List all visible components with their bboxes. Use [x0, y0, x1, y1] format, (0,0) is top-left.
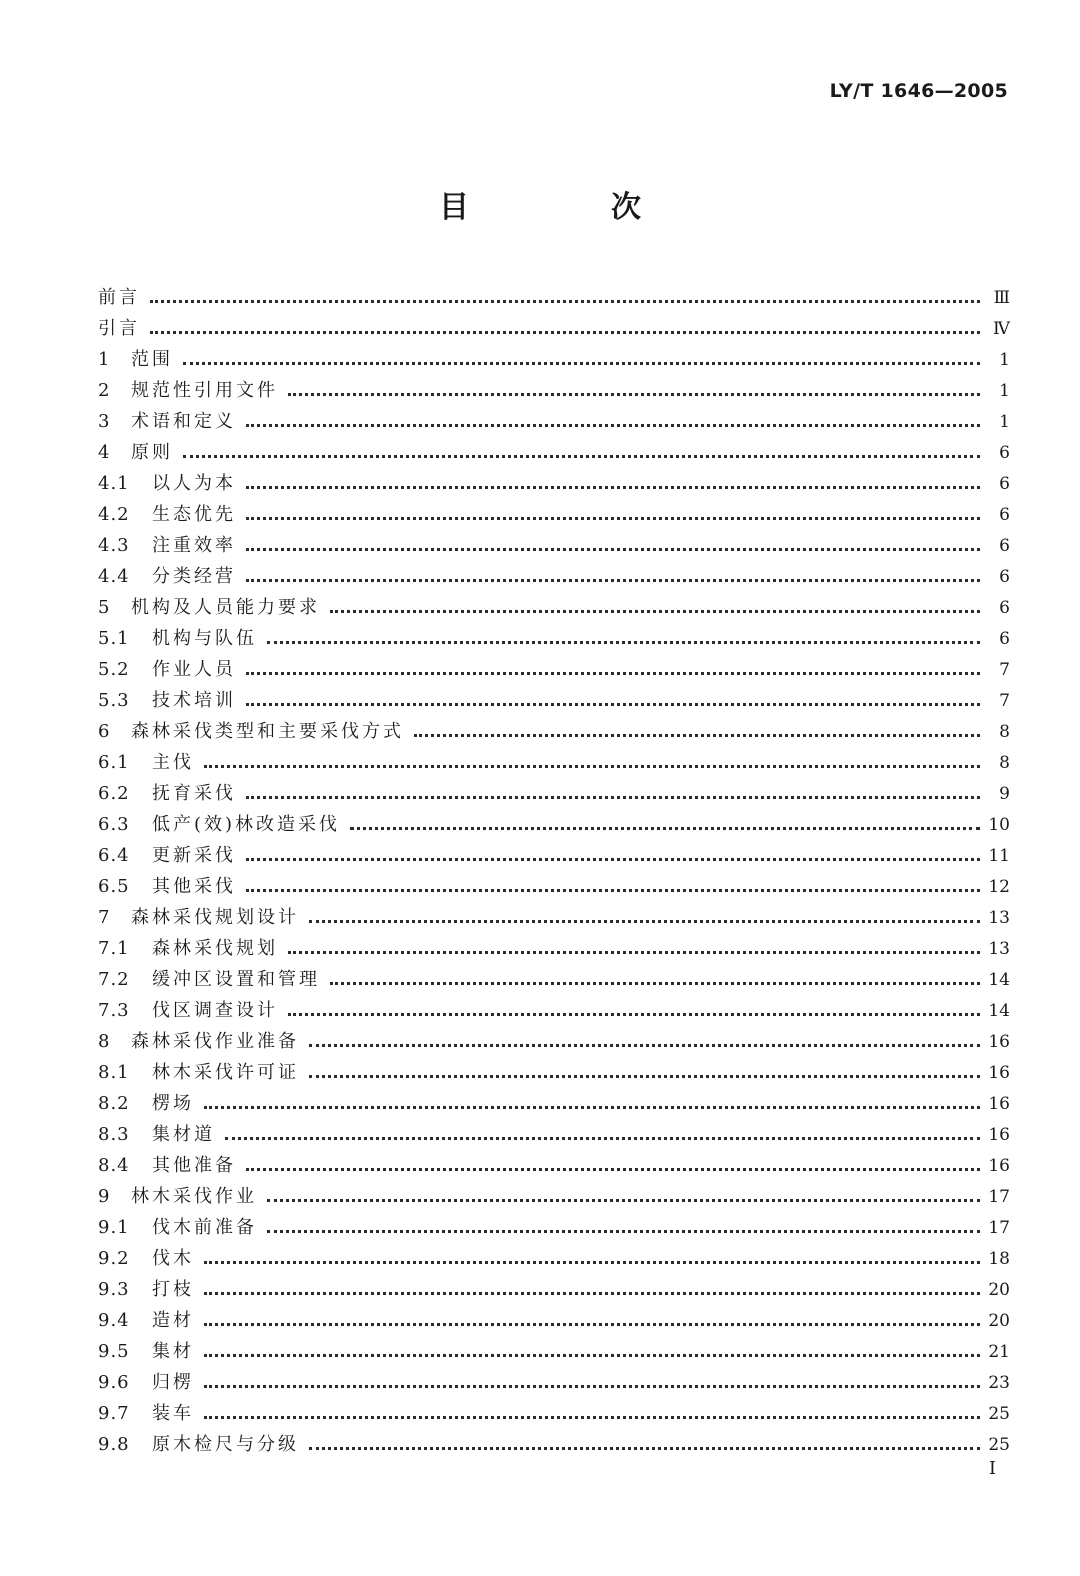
toc-section-number: 4.4 — [98, 566, 130, 587]
dot-leader — [267, 641, 980, 644]
toc-page-number: 8 — [999, 753, 1010, 773]
dot-leader — [288, 951, 980, 954]
toc-entry — [98, 964, 1010, 995]
toc-page-number: 12 — [988, 877, 1010, 897]
toc-page-number: 6 — [999, 598, 1010, 618]
dot-leader — [309, 920, 980, 923]
toc-section-number: 7.3 — [98, 1000, 130, 1021]
toc-section-number: 9.4 — [98, 1310, 130, 1331]
toc-section-number: 6.5 — [98, 876, 130, 897]
dot-leader — [350, 827, 980, 830]
toc-section-title: 术语和定义 — [131, 411, 236, 432]
toc-section-title: 机构与队伍 — [152, 628, 257, 649]
toc-page-number: 6 — [999, 536, 1010, 556]
toc-section-title: 机构及人员能力要求 — [131, 597, 320, 618]
toc-entry — [98, 1119, 1010, 1150]
toc-page-number: 16 — [988, 1032, 1010, 1052]
toc-section-number: 8.4 — [98, 1155, 130, 1176]
toc-section-title: 作业人员 — [152, 659, 236, 680]
toc-page-number: 6 — [999, 443, 1010, 463]
toc-section-number: 6.3 — [98, 814, 130, 835]
toc-section-title: 引言 — [98, 318, 140, 339]
toc-section-number: 8.2 — [98, 1093, 130, 1114]
toc-section-number: 6.1 — [98, 752, 130, 773]
toc-entry — [98, 344, 1010, 375]
toc-entry — [98, 995, 1010, 1026]
toc-section-number: 8.1 — [98, 1062, 130, 1083]
toc-page-number: 10 — [988, 815, 1010, 835]
toc-section-number: 9.8 — [98, 1434, 130, 1455]
toc-section-title: 森林采伐作业准备 — [131, 1031, 299, 1052]
toc-section-number: 5 — [98, 597, 111, 618]
toc-page-number: 25 — [988, 1404, 1010, 1424]
toc-page-number: 6 — [999, 474, 1010, 494]
toc-page-number: 13 — [988, 908, 1010, 928]
dot-leader — [246, 672, 980, 675]
dot-leader — [246, 517, 980, 520]
toc-section-title: 前言 — [98, 287, 140, 308]
toc-page-number: 23 — [988, 1373, 1010, 1393]
page-number: Ⅰ — [988, 1458, 996, 1479]
toc-section-number: 6 — [98, 721, 111, 742]
dot-leader — [204, 1416, 980, 1419]
toc-entry — [98, 499, 1010, 530]
dot-leader — [183, 455, 980, 458]
toc-section-title: 森林采伐规划 — [152, 938, 278, 959]
toc-entry — [98, 1243, 1010, 1274]
toc-section-number: 4.1 — [98, 473, 130, 494]
toc-entry — [98, 685, 1010, 716]
toc-section-number: 2 — [98, 380, 111, 401]
dot-leader — [204, 1323, 980, 1326]
dot-leader — [204, 1385, 980, 1388]
toc-section-title: 森林采伐规划设计 — [131, 907, 299, 928]
toc-section-number: 6.2 — [98, 783, 130, 804]
toc-entry — [98, 1026, 1010, 1057]
toc-entry — [98, 1212, 1010, 1243]
toc-entry — [98, 840, 1010, 871]
toc-entry — [98, 1305, 1010, 1336]
dot-leader — [225, 1137, 980, 1140]
toc-page-number: 14 — [988, 1001, 1010, 1021]
toc-section-title: 更新采伐 — [152, 845, 236, 866]
toc-section-title: 规范性引用文件 — [131, 380, 278, 401]
dot-leader — [330, 610, 980, 613]
toc-section-number: 7.2 — [98, 969, 130, 990]
toc-page-number: 1 — [999, 350, 1010, 370]
toc-section-title: 低产(效)林改造采伐 — [152, 814, 341, 835]
dot-leader — [309, 1447, 980, 1450]
toc-section-title: 森林采伐类型和主要采伐方式 — [131, 721, 404, 742]
toc-section-title: 以人为本 — [152, 473, 236, 494]
toc-page-number: 6 — [999, 629, 1010, 649]
toc-entry — [98, 1150, 1010, 1181]
dot-leader — [414, 734, 980, 737]
dot-leader — [330, 982, 980, 985]
toc-entry — [98, 809, 1010, 840]
toc-entry — [98, 623, 1010, 654]
dot-leader — [246, 889, 980, 892]
toc-section-title: 注重效率 — [152, 535, 236, 556]
toc-page-number: 16 — [988, 1156, 1010, 1176]
toc-entry — [98, 1367, 1010, 1398]
toc-section-title: 林木采伐许可证 — [152, 1062, 299, 1083]
toc-section-number: 9.6 — [98, 1372, 130, 1393]
toc-section-title: 主伐 — [152, 752, 194, 773]
toc-page-number: 25 — [988, 1435, 1010, 1455]
toc-section-number: 4 — [98, 442, 111, 463]
toc-entry — [98, 437, 1010, 468]
toc-section-title: 范围 — [131, 349, 173, 370]
toc-entry — [98, 1057, 1010, 1088]
dot-leader — [267, 1230, 980, 1233]
toc-section-title: 分类经营 — [152, 566, 236, 587]
toc-page-number: 9 — [999, 784, 1010, 804]
toc-section-title: 集材 — [152, 1341, 194, 1362]
toc-page-number: 17 — [988, 1187, 1010, 1207]
toc-section-number: 9 — [98, 1186, 111, 1207]
toc-entry — [98, 933, 1010, 964]
toc-entry — [98, 1336, 1010, 1367]
dot-leader — [309, 1044, 980, 1047]
toc-section-number: 9.5 — [98, 1341, 130, 1362]
dot-leader — [183, 362, 980, 365]
dot-leader — [246, 796, 980, 799]
toc-page-number: 20 — [988, 1311, 1010, 1331]
toc-section-number: 9.2 — [98, 1248, 130, 1269]
dot-leader — [246, 486, 980, 489]
toc-section-number: 9.7 — [98, 1403, 130, 1424]
toc-section-title: 装车 — [152, 1403, 194, 1424]
toc-page-number: 6 — [999, 505, 1010, 525]
dot-leader — [309, 1075, 980, 1078]
toc-section-title: 其他准备 — [152, 1155, 236, 1176]
document-number: LY/T 1646—2005 — [829, 80, 1008, 102]
toc-section-number: 8.3 — [98, 1124, 130, 1145]
toc-entry — [98, 1429, 1010, 1460]
dot-leader — [246, 703, 980, 706]
dot-leader — [204, 1354, 980, 1357]
toc-entry — [98, 375, 1010, 406]
toc-entry — [98, 716, 1010, 747]
toc-section-number: 4.2 — [98, 504, 130, 525]
toc-section-title: 技术培训 — [152, 690, 236, 711]
toc-page-number: 16 — [988, 1094, 1010, 1114]
toc-entry — [98, 313, 1010, 344]
toc-section-title: 原木检尺与分级 — [152, 1434, 299, 1455]
dot-leader — [288, 1013, 980, 1016]
toc-entry — [98, 406, 1010, 437]
toc-entry — [98, 1398, 1010, 1429]
dot-leader — [150, 331, 980, 334]
toc-page-number: 20 — [988, 1280, 1010, 1300]
toc-entry — [98, 1088, 1010, 1119]
dot-leader — [246, 1168, 980, 1171]
dot-leader — [204, 1292, 980, 1295]
dot-leader — [204, 1106, 980, 1109]
toc-entry — [98, 592, 1010, 623]
toc-page-number: 16 — [988, 1063, 1010, 1083]
toc-entry — [98, 871, 1010, 902]
toc-section-title: 生态优先 — [152, 504, 236, 525]
table-of-contents — [98, 282, 1010, 1460]
toc-section-title: 伐区调查设计 — [152, 1000, 278, 1021]
toc-section-number: 3 — [98, 411, 111, 432]
dot-leader — [246, 579, 980, 582]
toc-page-number: 1 — [999, 381, 1010, 401]
toc-section-title: 楞场 — [152, 1093, 194, 1114]
toc-section-title: 归楞 — [152, 1372, 194, 1393]
toc-section-number: 5.1 — [98, 628, 130, 649]
toc-entry — [98, 530, 1010, 561]
toc-page-number: Ⅳ — [993, 319, 1010, 339]
toc-section-number: 5.3 — [98, 690, 130, 711]
toc-page-number: 18 — [988, 1249, 1010, 1269]
toc-page-number: 1 — [999, 412, 1010, 432]
toc-section-number: 5.2 — [98, 659, 130, 680]
dot-leader — [246, 858, 980, 861]
dot-leader — [204, 1261, 980, 1264]
toc-entry — [98, 1181, 1010, 1212]
toc-page-number: 13 — [988, 939, 1010, 959]
toc-section-title: 缓冲区设置和管理 — [152, 969, 320, 990]
dot-leader — [267, 1199, 980, 1202]
toc-page-number: 11 — [988, 846, 1010, 866]
toc-section-number: 1 — [98, 349, 111, 370]
toc-page-number: 21 — [988, 1342, 1010, 1362]
toc-entry — [98, 468, 1010, 499]
dot-leader — [246, 548, 980, 551]
dot-leader — [288, 393, 980, 396]
toc-page-number: 17 — [988, 1218, 1010, 1238]
toc-section-title: 打枝 — [152, 1279, 194, 1300]
toc-section-title: 伐木前准备 — [152, 1217, 257, 1238]
dot-leader — [246, 424, 980, 427]
dot-leader — [150, 300, 980, 303]
toc-section-title: 抚育采伐 — [152, 783, 236, 804]
toc-entry — [98, 902, 1010, 933]
toc-page-number: 6 — [999, 567, 1010, 587]
toc-section-number: 9.1 — [98, 1217, 130, 1238]
toc-section-title: 原则 — [131, 442, 173, 463]
toc-page-number: 16 — [988, 1125, 1010, 1145]
toc-section-title: 集材道 — [152, 1124, 215, 1145]
toc-entry — [98, 561, 1010, 592]
toc-page-number: 7 — [999, 691, 1010, 711]
toc-entry — [98, 747, 1010, 778]
toc-section-title: 伐木 — [152, 1248, 194, 1269]
toc-section-number: 4.3 — [98, 535, 130, 556]
toc-entry — [98, 1274, 1010, 1305]
toc-section-number: 7.1 — [98, 938, 130, 959]
toc-section-number: 8 — [98, 1031, 111, 1052]
toc-section-number: 7 — [98, 907, 111, 928]
page-title: 目 次 — [439, 190, 697, 225]
toc-section-title: 林木采伐作业 — [131, 1186, 257, 1207]
toc-page-number: 14 — [988, 970, 1010, 990]
toc-entry — [98, 654, 1010, 685]
toc-entry — [98, 778, 1010, 809]
toc-section-title: 造材 — [152, 1310, 194, 1331]
toc-page-number: Ⅲ — [993, 288, 1010, 308]
toc-page-number: 8 — [999, 722, 1010, 742]
toc-section-number: 9.3 — [98, 1279, 130, 1300]
toc-page-number: 7 — [999, 660, 1010, 680]
toc-section-title: 其他采伐 — [152, 876, 236, 897]
toc-entry — [98, 282, 1010, 313]
toc-section-number: 6.4 — [98, 845, 130, 866]
dot-leader — [204, 765, 980, 768]
